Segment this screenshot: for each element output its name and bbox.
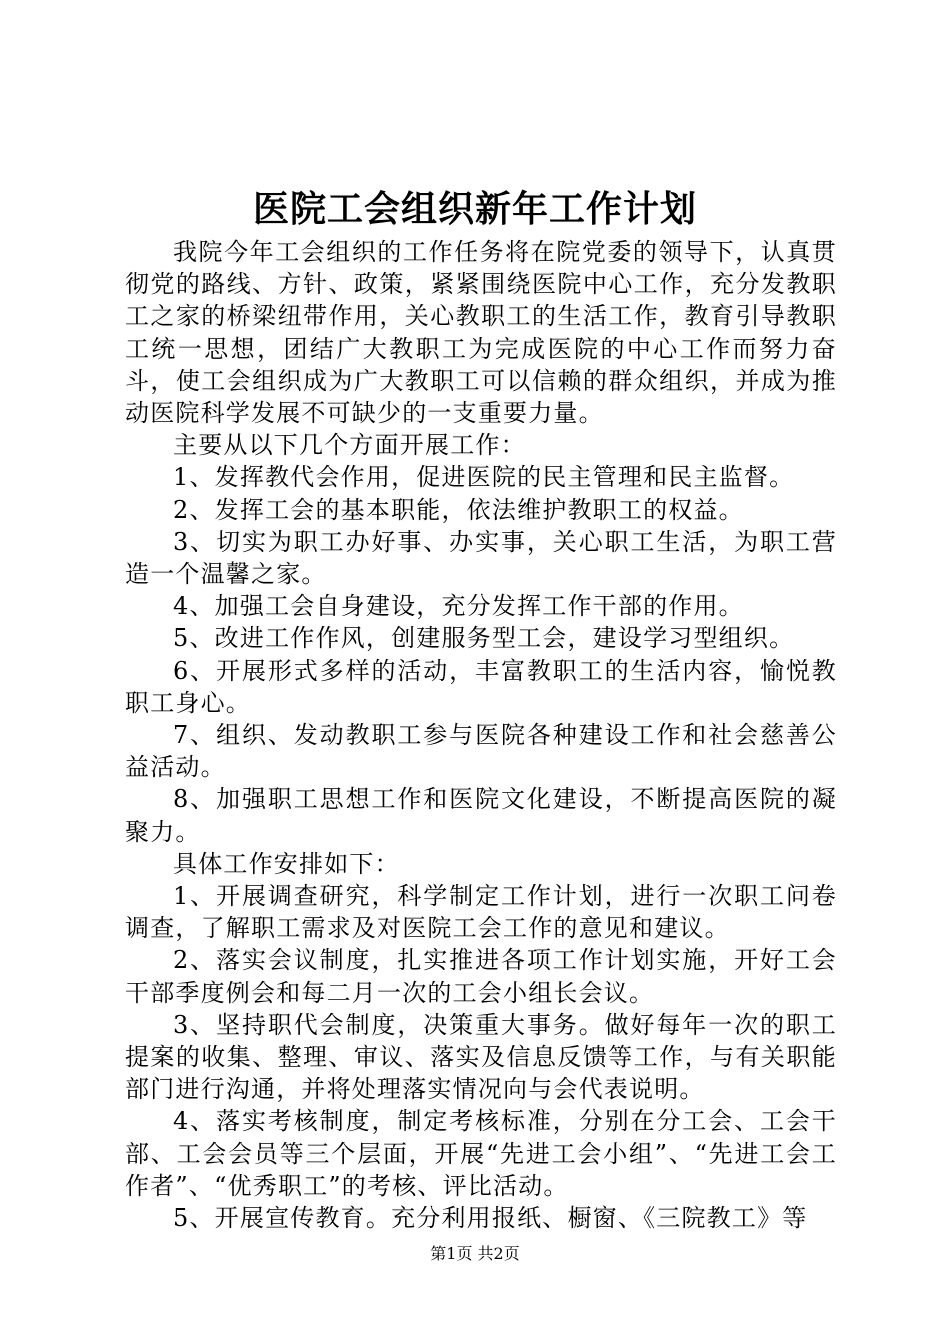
paragraph: 5、开展宣传教育。充分利用报纸、橱窗、《三院教工》等 (173, 1204, 808, 1233)
page-number-footer: 第1页 共2页 (430, 1244, 520, 1263)
paragraph: 5、改进工作作风，创建服务型工会，建设学习型组织。 (173, 624, 795, 653)
paragraph: 具体工作安排如下： (173, 849, 400, 878)
paragraph: 2、落实会议制度，扎实推进各项工作计划实施，开好工会干部季度例会和每二月一次的工会小组长会议。 (125, 946, 837, 1007)
paragraph: 3、切实为职工办好事、办实事，关心职工生活，为职工营造一个温馨之家。 (125, 527, 837, 589)
paragraph: 主要从以下几个方面开展工作： (173, 431, 526, 460)
paragraph: 1、开展调查研究，科学制定工作计划，进行一次职工问卷调查，了解职工需求及对医院工会工作的意见和建议。 (125, 882, 837, 943)
paragraph: 4、落实考核制度，制定考核标准，分别在分工会、工会干部、工会会员等三个层面，开展“先进工会小组”、“先进工会工作者”、“优秀职工”的考核、评比活动。 (125, 1107, 837, 1200)
paragraph: 1、发挥教代会作用，促进医院的民主管理和民主监督。 (173, 463, 795, 492)
paragraph: 2、发挥工会的基本职能，依法维护教职工的权益。 (173, 495, 744, 524)
paragraph: 我院今年工会组织的工作任务将在院党委的领导下，认真贯彻党的路线、方针、政策，紧紧围绕医院中心工作，充分发教职工之家的桥梁纽带作用，关心教职工的生活工作，教育引导教职工统一思想，团结广大教职工为完成医院的中心工作而努力奋斗，使工会组织成为广大教职工可以信赖的群众组织，并成为推动医院科学发展不可缺少的一支重要力量。 (125, 238, 837, 428)
page-title: 医院工会组织新年工作计划 (252, 188, 697, 230)
paragraph: 3、坚持职代会制度，决策重大事务。做好每年一次的职工提案的收集、整理、审议、落实及信息反馈等工作，与有关职能部门进行沟通，并将处理落实情况向与会代表说明。 (125, 1010, 837, 1104)
document-body (125, 236, 837, 1234)
paragraph: 4、加强工会自身建设，充分发挥工作干部的作用。 (173, 592, 744, 621)
paragraph: 8、加强职工思想工作和医院文化建设，不断提高医院的凝聚力。 (125, 785, 837, 846)
paragraph: 6、开展形式多样的活动，丰富教职工的生活内容，愉悦教职工身心。 (125, 656, 837, 717)
paragraph: 7、组织、发动教职工参与医院各种建设工作和社会慈善公益活动。 (125, 721, 837, 782)
